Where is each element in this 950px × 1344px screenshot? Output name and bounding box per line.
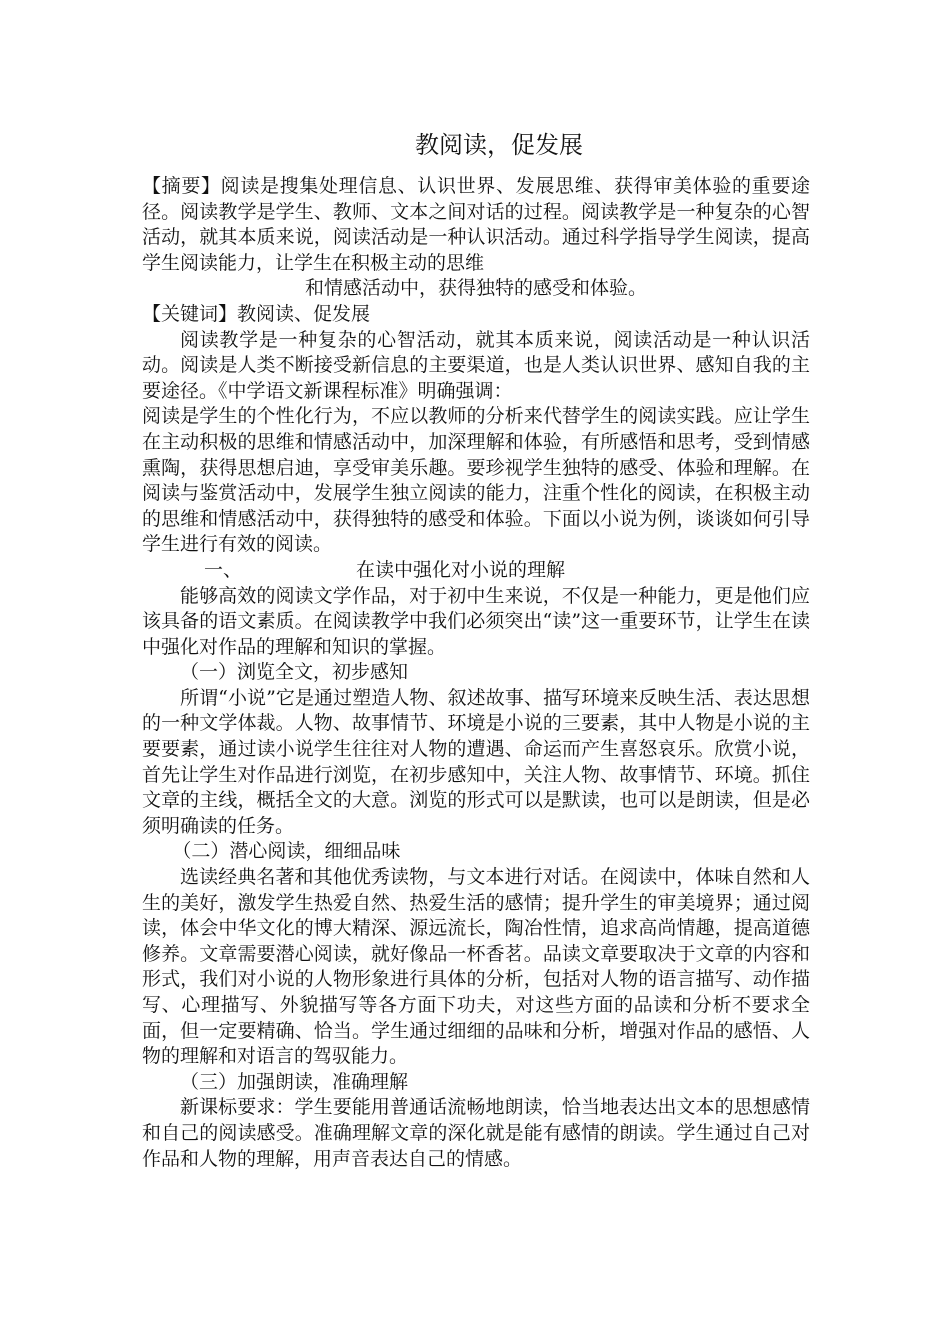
document-title: 教阅读，促发展 [415, 131, 583, 159]
section1-paragraph: 能够高效的阅读文学作品，对于初中生来说，不仅是一种能力，更是他们应该具备的语文素质。在阅读教学中我们必须突出“读”这一重要环节，让学生在读中强化对作品的理解和知识的掌握。 [142, 584, 810, 658]
abstract [142, 174, 810, 302]
abstract-last-line: 和情感活动中，获得独特的感受和体验。 [304, 277, 647, 300]
abstract-label: 【摘要】 [142, 175, 221, 197]
document-body [142, 130, 810, 1172]
intro-paragraph-1: 阅读教学是一种复杂的心智活动，就其本质来说，阅读活动是一种认识活动。阅读是人类不断接受新信息的主要渠道，也是人类认识世界、感知自我的主要途径。《中学语文新课程标准》明确强调： [142, 328, 810, 402]
subheading-1: （一）浏览全文，初步感知 [180, 661, 409, 684]
keywords-text: 教阅读、促发展 [237, 302, 371, 325]
intro-paragraph-2: 阅读是学生的个性化行为，不应以教师的分析来代替学生的阅读实践。应让学生在主动积极的思维和情感活动中，加深理解和体验，有所感悟和思考，受到情感熏陶，获得思想启迪，享受审美乐趣。要珍视学生独特的感受、体验和理解。在阅读与鉴赏活动中，发展学生独立阅读的能力，注重个性化的阅读，在积极主动的思维和情感活动中，获得独特的感受和体验。下面以小说为例，谈谈如何引导学生进行有效的阅读。 [142, 405, 810, 556]
subheading-2: （二）潜心阅读，细细品味 [172, 840, 401, 863]
abstract-text: 阅读是搜集处理信息、认识世界、发展思维、获得审美体验的重要途径。阅读教学是学生、教师、文本之间对话的过程。阅读教学是一种复杂的心智活动，就其本质来说，阅读活动是一种认识活动。通过科学指导学生阅读，提高学生阅读能力，让学生在积极主动的思维 [142, 175, 810, 274]
subsection3-paragraph: 新课标要求：学生要能用普通话流畅地朗读，恰当地表达出文本的思想感情和自己的阅读感受。准确理解文章的深化就是能有感情的朗读。学生通过自己对作品和人物的理解，用声音表达自己的情感。 [142, 1096, 810, 1170]
keywords-label: 【关键词】 [142, 302, 238, 325]
subsection2-paragraph: 选读经典名著和其他优秀读物，与文本进行对话。在阅读中，体味自然和人生的美好，激发学生热爱自然、热爱生活的感情；提升学生的审美境界；通过阅读，体会中华文化的博大精深、源远流长，陶冶性情，追求高尚情趣，提高道德修养。文章需要潜心阅读，就好像品一杯香茗。品读文章要取决于文章的内容和形式，我们对小说的人物形象进行具体的分析，包括对人物的语言描写、动作描写、心理描写、外貌描写等各方面下功夫，对这些方面的品读和分析不要求全面，但一定要精确、恰当。学生通过细细的品味和分析，增强对作品的感悟、人物的理解和对语言的驾驭能力。 [142, 866, 810, 1068]
section-heading-1 [142, 558, 810, 584]
section-number: 一、 [204, 558, 243, 581]
keywords [142, 302, 810, 328]
section-title: 在读中强化对小说的理解 [356, 558, 566, 581]
subsection1-paragraph: 所谓“小说”它是通过塑造人物、叙述故事、描写环境来反映生活、表达思想的一种文学体裁。人物、故事情节、环境是小说的三要素，其中人物是小说的主要要素，通过读小说学生往往对人物的遭遇、命运而产生喜怒哀乐。欣赏小说，首先让学生对作品进行浏览，在初步感知中，关注人物、故事情节、环境。抓住文章的主线，概括全文的大意。浏览的形式可以是默读，也可以是朗读，但是必须明确读的任务。 [142, 686, 810, 837]
subheading-3: （三）加强朗读，准确理解 [180, 1070, 409, 1093]
